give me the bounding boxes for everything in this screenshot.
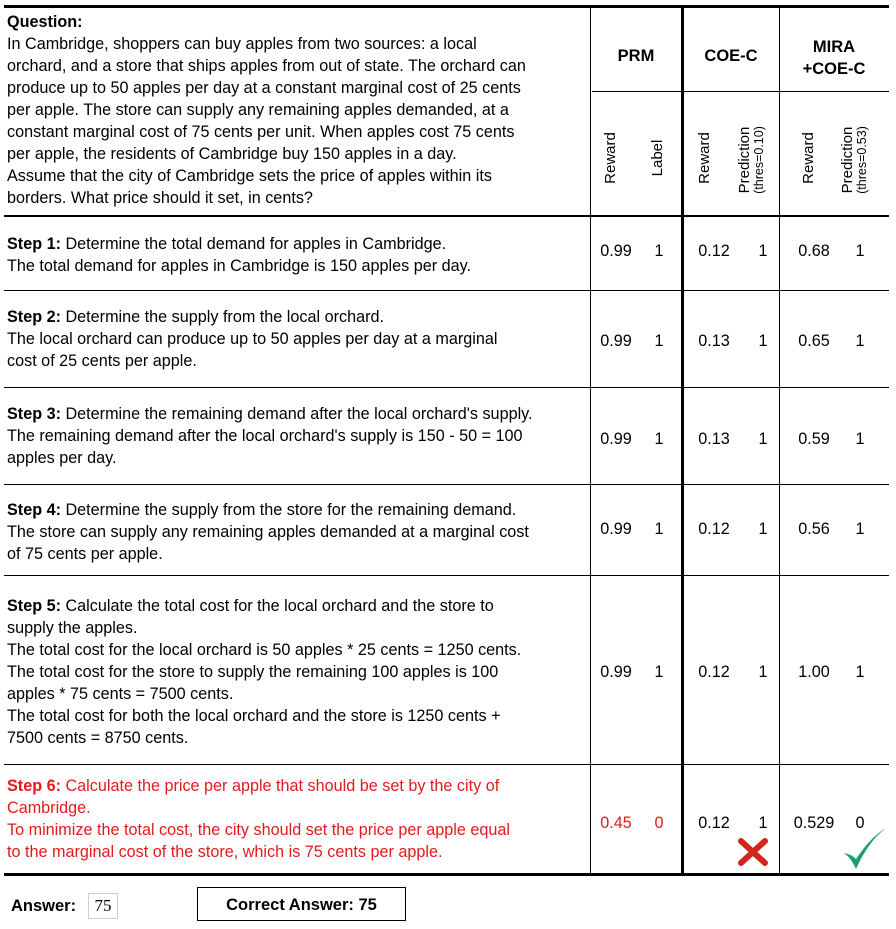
mira-prediction-label: Prediction — [839, 126, 856, 194]
top-rule — [4, 5, 889, 8]
step-6-coe-pred: 1 — [758, 814, 768, 832]
mira-reward-subheader: Reward — [800, 132, 817, 184]
coe-prediction-subheader — [737, 115, 766, 205]
step-5-head: Calculate the total cost for the local orchard and the store to — [60, 597, 494, 615]
step-6-head: Calculate the price per apple that should be set by the city of — [60, 777, 500, 795]
step-3-mira-pred: 1 — [855, 430, 865, 448]
mira-threshold: (thres=0.53) — [855, 126, 869, 194]
mira-prediction-subheader — [840, 115, 869, 205]
bottom-rule — [4, 873, 889, 876]
coe-header: COE-C — [704, 47, 758, 65]
coe-threshold: (thres=0.10) — [752, 126, 766, 194]
step-6-prm-reward: 0.45 — [600, 814, 632, 832]
step-2-text — [7, 306, 592, 372]
step-4-coe-reward: 0.12 — [698, 520, 730, 538]
step-4-title: Step 4: — [7, 501, 61, 519]
question-block — [7, 11, 592, 209]
question-line-7: Assume that the city of Cambridge sets the price of apples within its — [7, 167, 492, 185]
step-5-prm-label: 1 — [654, 663, 664, 681]
step-2-coe-reward: 0.13 — [698, 332, 730, 350]
question-line-5: constant marginal cost of 75 cents per unit. When apples cost 75 cents — [7, 123, 515, 141]
step-5-coe-pred: 1 — [758, 663, 768, 681]
cross-icon — [737, 837, 769, 867]
step-2-title: Step 2: — [7, 308, 61, 326]
step-2-prm-reward: 0.99 — [600, 332, 632, 350]
step-3-text — [7, 403, 592, 469]
step-2-mira-reward: 0.65 — [798, 332, 830, 350]
step-3-prm-label: 1 — [654, 430, 664, 448]
subheader-rule — [592, 91, 889, 92]
step-4-mira-pred: 1 — [855, 520, 865, 538]
step-5-mira-reward: 1.00 — [798, 663, 830, 681]
step-6-text — [7, 775, 592, 863]
step-3-prm-reward: 0.99 — [600, 430, 632, 448]
step-6-mira-reward: 0.529 — [793, 814, 835, 832]
step-4-coe-pred: 1 — [758, 520, 768, 538]
step-5-line-1: supply the apples. — [7, 619, 138, 637]
mira-header-line-1: MIRA — [812, 38, 856, 56]
step-2-prm-label: 1 — [654, 332, 664, 350]
step-1-coe-reward: 0.12 — [698, 242, 730, 260]
step-5-line-4: apples * 75 cents = 7500 cents. — [7, 685, 234, 703]
step-2-head: Determine the supply from the local orchard. — [60, 308, 384, 326]
step-4-prm-label: 1 — [654, 520, 664, 538]
step-6-title: Step 6: — [7, 777, 61, 795]
step-5-line-5: The total cost for both the local orchard and the store is 1250 cents + — [7, 707, 501, 725]
question-line-3: produce up to 50 apples per day at a constant marginal cost of 25 cents — [7, 79, 521, 97]
step-5-title: Step 5: — [7, 597, 61, 615]
step-5-line-6: 7500 cents = 8750 cents. — [7, 729, 189, 747]
step-2-line-2: cost of 25 cents per apple. — [7, 352, 197, 370]
coe-prediction-label: Prediction — [736, 126, 753, 194]
step-3-title: Step 3: — [7, 405, 61, 423]
answer-label: Answer: — [11, 897, 77, 915]
step-6-mira-pred: 0 — [855, 814, 865, 832]
check-icon — [840, 825, 888, 873]
step-1-mira-reward: 0.68 — [798, 242, 830, 260]
row-rule-2 — [4, 387, 889, 388]
question-label: Question: — [7, 13, 83, 31]
step-5-line-2: The total cost for the local orchard is 50 apples * 25 cents = 1250 cents. — [7, 641, 522, 659]
step-4-text — [7, 499, 592, 565]
question-line-8: borders. What price should it set, in cents? — [7, 189, 313, 207]
step-5-line-3: The total cost for the store to supply the remaining 100 apples is 100 — [7, 663, 499, 681]
step-5-text — [7, 595, 592, 749]
step-3-head: Determine the remaining demand after the local orchard's supply. — [60, 405, 533, 423]
prm-header: PRM — [617, 47, 655, 65]
answer-value: 75 — [88, 893, 118, 919]
step-4-head: Determine the supply from the store for the remaining demand. — [60, 501, 517, 519]
prm-label-subheader: Label — [649, 139, 666, 177]
question-line-4: per apple. The store can supply any remaining apples demanded, at a — [7, 101, 509, 119]
row-rule-5 — [4, 764, 889, 765]
step-3-coe-pred: 1 — [758, 430, 768, 448]
mira-header-line-2: +COE-C — [802, 60, 866, 78]
step-4-line-2: of 75 cents per apple. — [7, 545, 163, 563]
prm-reward-subheader: Reward — [602, 132, 619, 184]
step-5-mira-pred: 1 — [855, 663, 865, 681]
step-2-line-1: The local orchard can produce up to 50 apples per day at a marginal — [7, 330, 498, 348]
step-1-prm-label: 1 — [654, 242, 664, 260]
step-1-line-1: The total demand for apples in Cambridge is 150 apples per day. — [7, 257, 472, 275]
step-6-coe-reward: 0.12 — [698, 814, 730, 832]
step-4-mira-reward: 0.56 — [798, 520, 830, 538]
step-1-mira-pred: 1 — [855, 242, 865, 260]
mira-header — [784, 36, 884, 80]
step-1-title: Step 1: — [7, 235, 61, 253]
step-5-prm-reward: 0.99 — [600, 663, 632, 681]
step-1-head: Determine the total demand for apples in Cambridge. — [60, 235, 447, 253]
row-rule-4 — [4, 575, 889, 576]
question-line-2: orchard, and a store that ships apples from out of state. The orchard can — [7, 57, 526, 75]
step-6-line-3: to the marginal cost of the store, which is 75 cents per apple. — [7, 843, 443, 861]
step-1-prm-reward: 0.99 — [600, 242, 632, 260]
step-1-coe-pred: 1 — [758, 242, 768, 260]
step-1-text — [7, 233, 592, 277]
step-3-line-1: The remaining demand after the local orchard's supply is 150 - 50 = 100 — [7, 427, 523, 445]
step-2-mira-pred: 1 — [855, 332, 865, 350]
row-rule-1 — [4, 290, 889, 291]
step-3-mira-reward: 0.59 — [798, 430, 830, 448]
step-6-line-1: Cambridge. — [7, 799, 91, 817]
step-3-coe-reward: 0.13 — [698, 430, 730, 448]
step-5-coe-reward: 0.12 — [698, 663, 730, 681]
correct-answer-box: Correct Answer: 75 — [197, 887, 406, 921]
question-line-1: In Cambridge, shoppers can buy apples from two sources: a local — [7, 35, 477, 53]
coe-reward-subheader: Reward — [696, 132, 713, 184]
header-rule — [4, 215, 889, 217]
step-2-coe-pred: 1 — [758, 332, 768, 350]
step-3-line-2: apples per day. — [7, 449, 117, 467]
row-rule-3 — [4, 484, 889, 485]
step-6-line-2: To minimize the total cost, the city should set the price per apple equal — [7, 821, 510, 839]
step-4-prm-reward: 0.99 — [600, 520, 632, 538]
question-line-6: per apple, the residents of Cambridge buy 150 apples in a day. — [7, 145, 457, 163]
step-6-prm-label: 0 — [654, 814, 664, 832]
step-4-line-1: The store can supply any remaining apples demanded at a marginal cost — [7, 523, 529, 541]
